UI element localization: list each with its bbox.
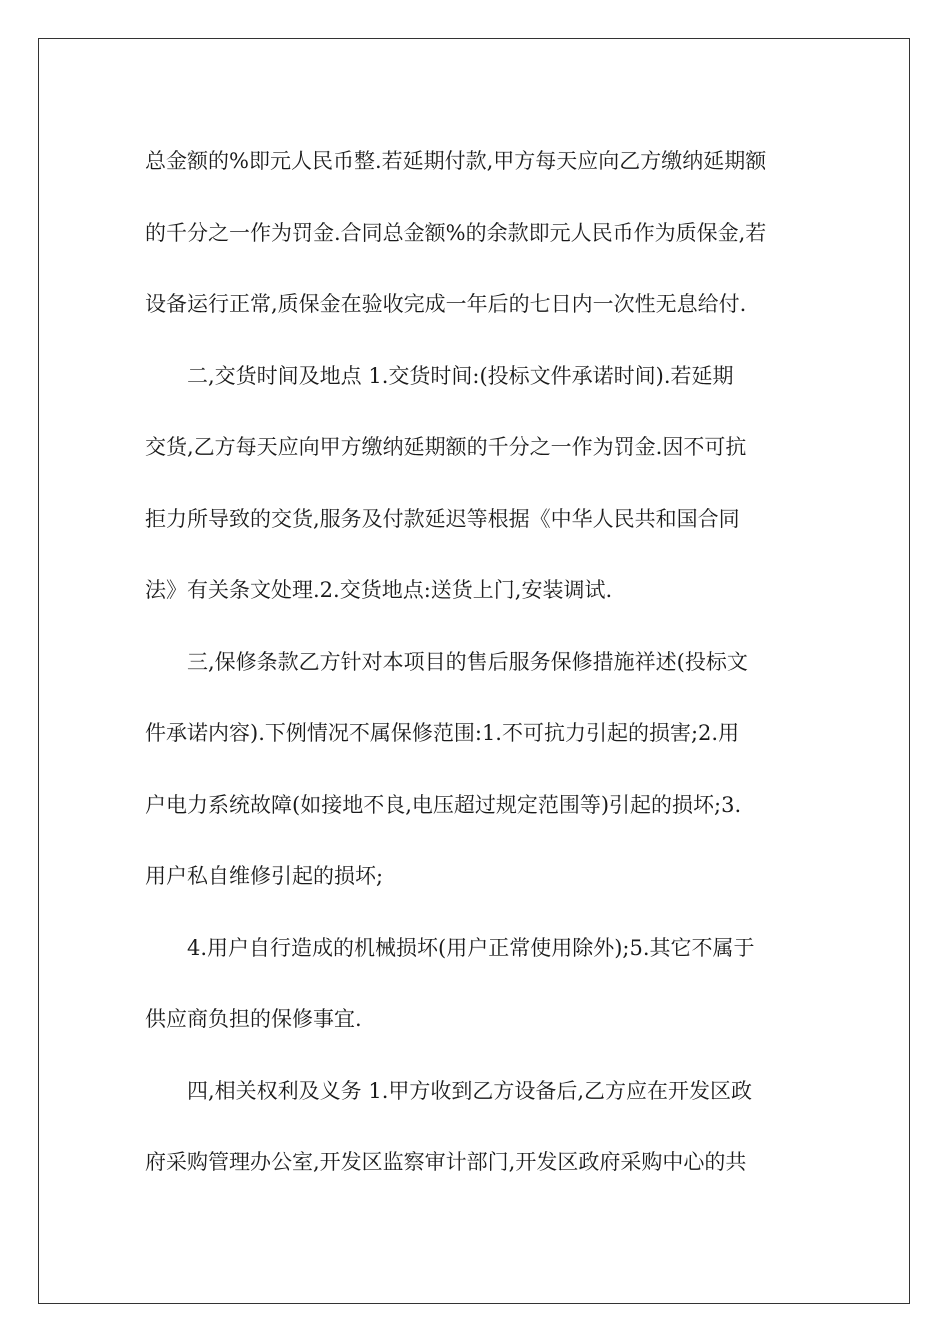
text-line: 件承诺内容).下例情况不属保修范围:1.不可抗力引起的损害;2.用 [145,721,740,745]
text-line: 二,交货时间及地点 1.交货时间:(投标文件承诺时间).若延期 [187,363,734,388]
text-line: 法》有关条文处理.2.交货地点:送货上门,安装调试. [145,578,613,602]
document-body [145,126,805,1199]
paragraph-payment-terms [145,126,805,341]
text-line: 的千分之一作为罚金.合同总金额%的余款即元人民币作为质保金,若 [145,220,767,245]
text-line: 用户私自维修引起的损坏; [145,864,384,888]
paragraph-warranty-exclusions [145,913,805,1056]
text-line: 三,保修条款乙方针对本项目的售后服务保修措施祥述(投标文 [187,649,748,674]
text-line: 总金额的%即元人民币整.若延期付款,甲方每天应向乙方缴纳延期额 [145,149,767,173]
paragraph-delivery [145,341,805,627]
text-line: 府采购管理办公室,开发区监察审计部门,开发区政府采购中心的共 [145,1150,747,1174]
text-line: 四,相关权利及义务 1.甲方收到乙方设备后,乙方应在开发区政 [187,1078,753,1103]
text-line: 设备运行正常,质保金在验收完成一年后的七日内一次性无息给付. [145,292,747,316]
paragraph-rights-obligations [145,1056,805,1199]
text-line: 拒力所导致的交货,服务及付款延迟等根据《中华人民共和国合同 [145,506,740,531]
paragraph-warranty [145,627,805,913]
text-line: 4.用户自行造成的机械损坏(用户正常使用除外);5.其它不属于 [187,935,755,960]
text-line: 交货,乙方每天应向甲方缴纳延期额的千分之一作为罚金.因不可抗 [145,435,747,459]
text-line: 户电力系统故障(如接地不良,电压超过规定范围等)引起的损坏;3. [145,792,742,817]
text-line: 供应商负担的保修事宜. [145,1007,362,1031]
